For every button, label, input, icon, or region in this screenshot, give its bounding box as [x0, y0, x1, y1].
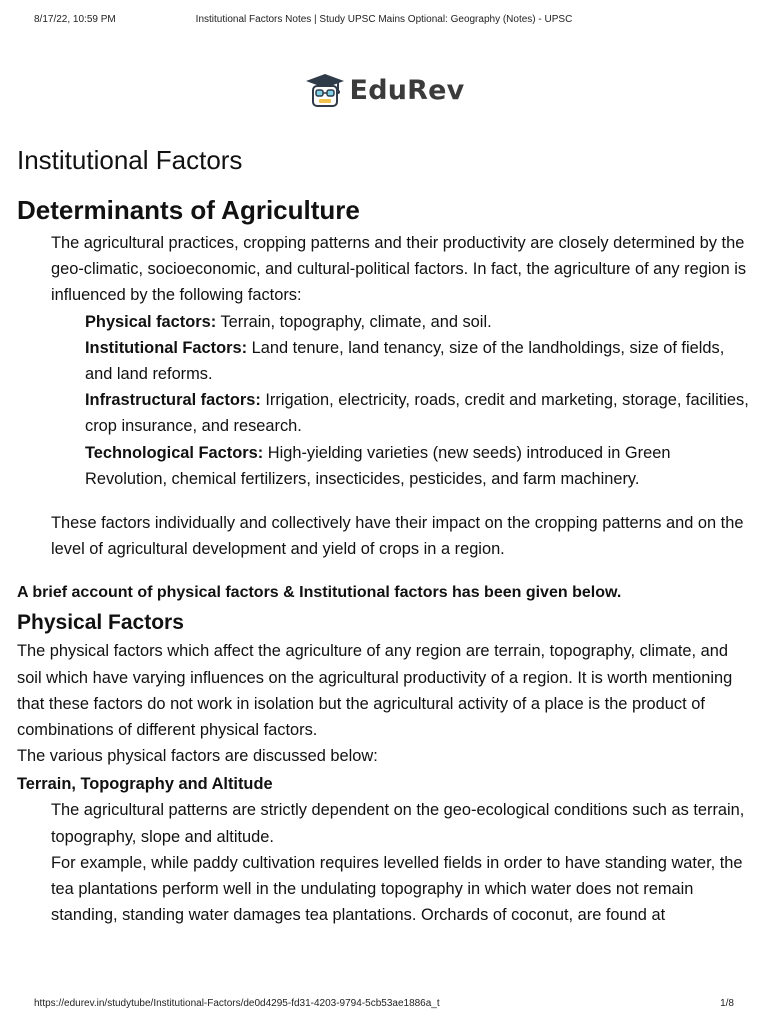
factor-text: Irrigation, electricity, roads, credit and marketing, storage, facilities, crop insurance, and research.: [85, 391, 749, 436]
terrain-heading: Terrain, Topography and Altitude: [17, 775, 273, 794]
factor-label: Technological Factors:: [85, 443, 264, 462]
factor-text: Land tenure, land tenancy, size of the landholdings, size of fields, and land reforms.: [85, 338, 725, 384]
terrain-paragraph-1: The agricultural patterns are strictly dependent on the geo-ecological conditions such as terrain, topography, slope and altitude.: [51, 801, 745, 846]
page-url[interactable]: https://edurev.in/studytube/Institutional-Factors/de0d4295-fd31-4203-9794-5cb53ae1886a_t: [34, 998, 440, 1009]
physical-factors-paragraph: The physical factors which affect the agriculture of any region are terrain, topography, climate, and soil which have varying influences on the agricultural productivity of a region. It is worth mentioning that these factors do not work in isolation but the agricultural activity of a place is the product of combinations of different physical factors.: [17, 642, 733, 740]
factor-label: Institutional Factors:: [85, 338, 248, 357]
document-title: Institutional Factors: [17, 145, 243, 175]
physical-factors-intro: The various physical factors are discussed below:: [17, 747, 378, 766]
physical-factors-heading: Physical Factors: [17, 611, 184, 635]
logo-text: EduRev: [349, 74, 465, 106]
factor-item: [17, 309, 754, 335]
document-body: [17, 141, 754, 928]
section-heading: Determinants of Agriculture: [17, 195, 360, 225]
edurev-logo[interactable]: [0, 72, 768, 108]
factor-label: Infrastructural factors:: [85, 391, 261, 410]
print-date: 8/17/22, 10:59 PM: [34, 14, 116, 25]
graduate-cap-icon: [304, 72, 346, 108]
factor-item: [17, 387, 754, 439]
factor-item: [17, 440, 754, 492]
brief-note: A brief account of physical factors & Institutional factors has been given below.: [17, 584, 622, 602]
factor-text: High-yielding varieties (new seeds) introduced in Green Revolution, chemical fertilizers, insecticides, pesticides, and farm machinery.: [85, 443, 671, 488]
factor-text: Terrain, topography, climate, and soil.: [216, 312, 492, 331]
factor-list: [17, 309, 754, 492]
factor-label: Physical factors:: [85, 312, 217, 331]
intro-paragraph: The agricultural practices, cropping patterns and their productivity are closely determined by the geo-climatic, socioeconomic, and cultural-political factors. In fact, the agriculture of any region is influenced by the following factors:: [51, 234, 747, 305]
print-page-title: Institutional Factors Notes | Study UPSC Mains Optional: Geography (Notes) - UPSC: [195, 14, 573, 25]
page-number: 1/8: [720, 998, 734, 1009]
terrain-paragraph-2: For example, while paddy cultivation requires levelled fields in order to have standing water, the tea plantations perform well in the undulating topography in which water does not remain standing, standing water damages tea plantations. Orchards of coconut, are found at: [51, 853, 743, 925]
impact-paragraph: These factors individually and collectively have their impact on the cropping patterns and on the level of agricultural development and yield of crops in a region.: [51, 514, 744, 559]
factor-item: [17, 335, 754, 387]
